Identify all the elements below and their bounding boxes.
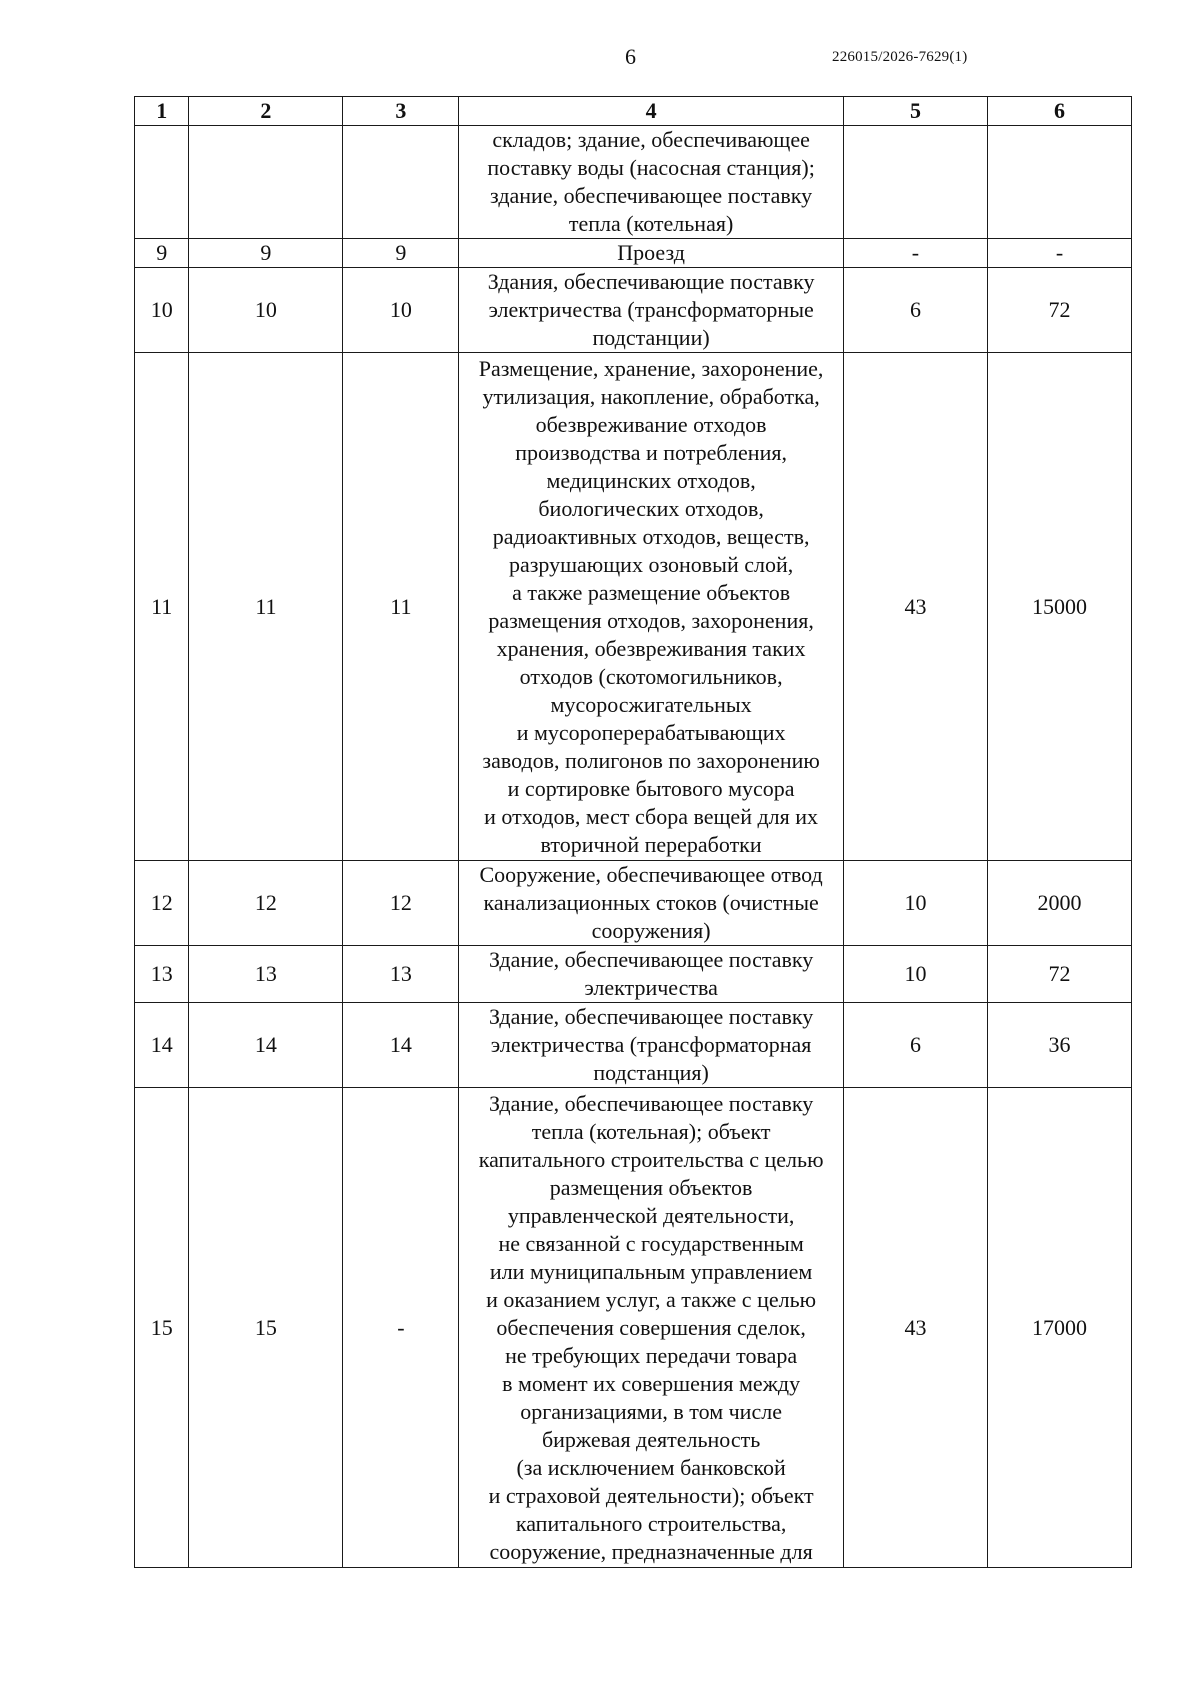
table-cell: 43 [843, 353, 987, 861]
table-cell: 10 [343, 268, 459, 353]
table-row [135, 353, 1132, 861]
table-cell: - [987, 239, 1131, 268]
table-cell: 10 [189, 268, 343, 353]
table-cell-description: Здание, обеспечивающее поставку электричества [459, 946, 844, 1003]
table-cell-description: Здание, обеспечивающее поставку электричества (трансформаторная подстанция) [459, 1003, 844, 1088]
table-cell: 13 [135, 946, 189, 1003]
column-header: 3 [343, 97, 459, 126]
table-cell-description: складов; здание, обеспечивающее поставку воды (насосная станция); здание, обеспечивающее поставку тепла (котельная) [459, 126, 844, 239]
table-cell: 9 [189, 239, 343, 268]
table-cell-description: Здания, обеспечивающие поставку электричества (трансформаторные подстанции) [459, 268, 844, 353]
table-cell-description: Размещение, хранение, захоронение, утилизация, накопление, обработка, обезвреживание отходов производства и потребления, медицинских отходов, биологических отходов, радиоактивных отходов, веществ, разрушающих озоновый слой, а также размещение объектов размещения отходов, захоронения, хранения, обезвреживания таких отходов (скотомогильников, мусоросжигательных и мусороперерабатывающих заводов, полигонов по захоронению и сортировке бытового мусора и отходов, мест сбора вещей для их вторичной переработки [459, 353, 844, 861]
table-row [135, 1003, 1132, 1088]
column-header: 5 [843, 97, 987, 126]
table-cell: 6 [843, 1003, 987, 1088]
column-header: 6 [987, 97, 1131, 126]
table-cell: 9 [135, 239, 189, 268]
table-cell: 12 [135, 861, 189, 946]
table-cell: 6 [843, 268, 987, 353]
column-header: 2 [189, 97, 343, 126]
table-cell: 13 [343, 946, 459, 1003]
table-cell: 12 [343, 861, 459, 946]
table-cell [987, 126, 1131, 239]
table-cell: 36 [987, 1003, 1131, 1088]
table-cell-description: Проезд [459, 239, 844, 268]
table-cell: 10 [135, 268, 189, 353]
page-number: 6 [625, 44, 636, 69]
table-cell: 10 [843, 861, 987, 946]
table-cell: 15000 [987, 353, 1131, 861]
table-cell [135, 126, 189, 239]
document-reference-number: 226015/2026-7629(1) [832, 49, 968, 65]
table-cell: 11 [189, 353, 343, 861]
table-cell: 43 [843, 1088, 987, 1568]
table-row [135, 1088, 1132, 1568]
column-header: 4 [459, 97, 844, 126]
column-header: 1 [135, 97, 189, 126]
land-use-table [134, 96, 1132, 1568]
table-cell: - [343, 1088, 459, 1568]
table-cell-description: Сооружение, обеспечивающее отвод канализационных стоков (очистные сооружения) [459, 861, 844, 946]
table-cell: 11 [135, 353, 189, 861]
table-row [135, 268, 1132, 353]
table-cell: 2000 [987, 861, 1131, 946]
table-cell [843, 126, 987, 239]
table-cell: 15 [189, 1088, 343, 1568]
table-cell: 72 [987, 946, 1131, 1003]
table-row [135, 239, 1132, 268]
table-cell [343, 126, 459, 239]
table-cell-description: Здание, обеспечивающее поставку тепла (котельная); объект капитального строительства с целью размещения объектов управленческой деятельности, не связанной с государственным или муниципальным управлением и оказанием услуг, а также с целью обеспечения совершения сделок, не требующих передачи товара в момент их совершения между организациями, в том числе биржевая деятельность (за исключением банковской и страховой деятельности); объект капитального строительства, сооружение, предназначенные для [459, 1088, 844, 1568]
table-cell: 72 [987, 268, 1131, 353]
table-cell: 10 [843, 946, 987, 1003]
table-cell: 15 [135, 1088, 189, 1568]
table-cell [189, 126, 343, 239]
table-row [135, 946, 1132, 1003]
table-cell: 14 [135, 1003, 189, 1088]
table-cell: 14 [343, 1003, 459, 1088]
table-cell: - [843, 239, 987, 268]
table-row [135, 861, 1132, 946]
column-number-header-row [135, 97, 1132, 126]
table-cell: 9 [343, 239, 459, 268]
table-row [135, 126, 1132, 239]
table-cell: 13 [189, 946, 343, 1003]
table-cell: 12 [189, 861, 343, 946]
table-cell: 14 [189, 1003, 343, 1088]
table-cell: 17000 [987, 1088, 1131, 1568]
table-cell: 11 [343, 353, 459, 861]
